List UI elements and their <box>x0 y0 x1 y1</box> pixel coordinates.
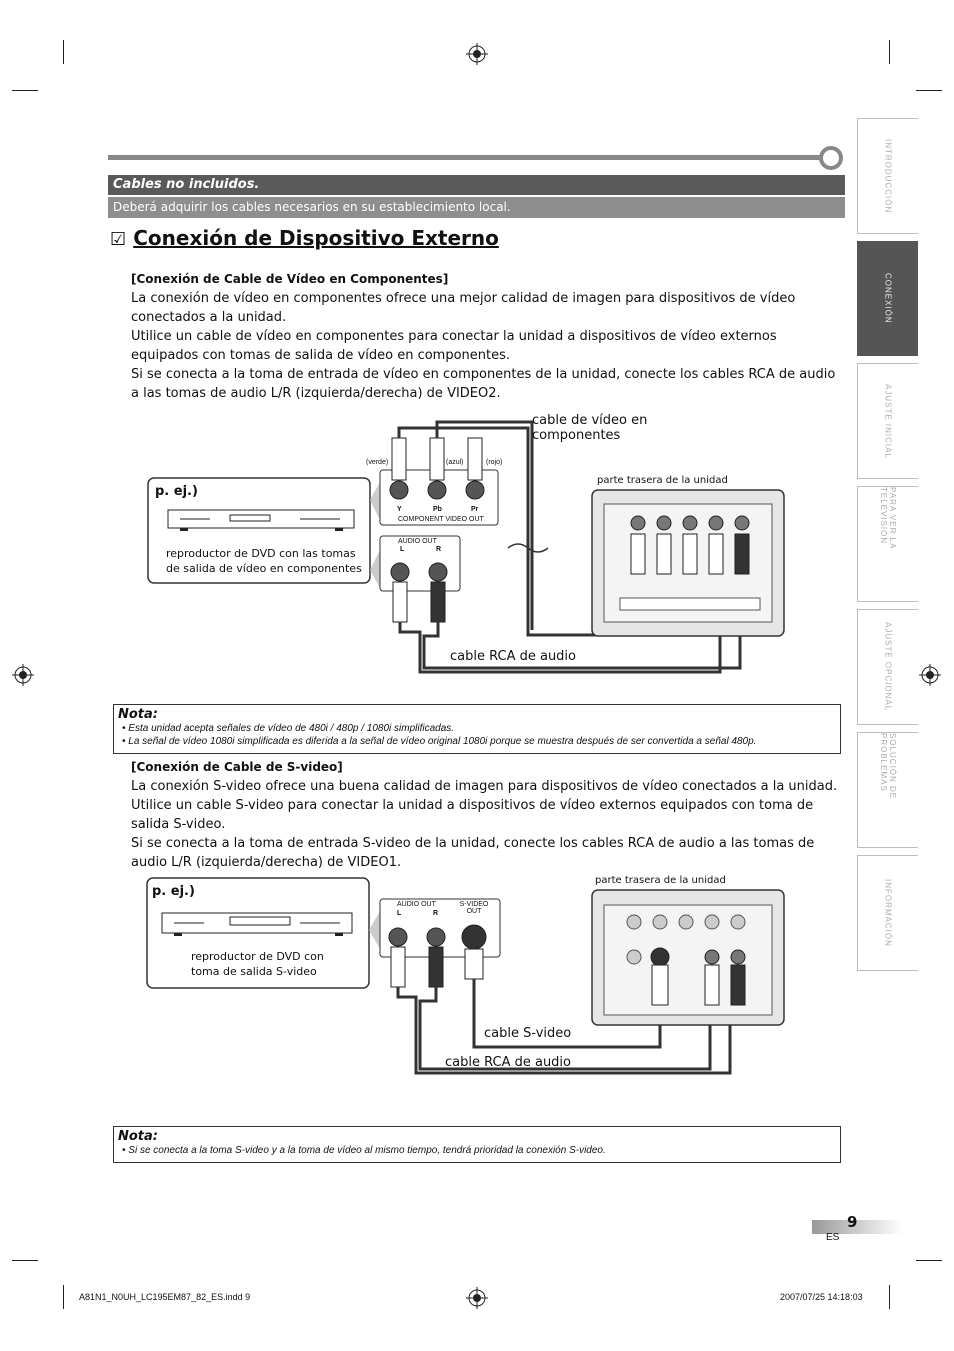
tab-ajuste-opcional[interactable] <box>857 609 918 725</box>
audio-l-label: L <box>397 910 402 917</box>
cables-banner-subtitle: Deberá adquirir los cables necesarios en su establecimiento local. <box>113 200 511 214</box>
audio-out-label: AUDIO OUT <box>398 538 437 545</box>
crop-mark <box>916 1260 942 1261</box>
page-title-row <box>110 226 499 250</box>
nota-box <box>113 704 841 754</box>
cables-banner <box>108 175 845 195</box>
tab-label: AJUSTE INICIAL <box>883 383 893 459</box>
crop-mark <box>12 1260 38 1261</box>
registration-mark-icon <box>466 1287 488 1309</box>
blue-label: (azul) <box>446 459 464 466</box>
audio-r-label: R <box>433 910 439 917</box>
component-heading: [Conexión de Cable de Vídeo en Componentes] <box>131 272 449 286</box>
header-rule <box>108 155 826 160</box>
crop-mark <box>889 40 890 64</box>
crop-mark <box>63 1285 64 1309</box>
tab-solucion[interactable] <box>857 732 918 848</box>
tab-label: SOLUCIÓN DE PROBLEMAS <box>879 733 897 800</box>
registration-mark-icon <box>12 664 34 686</box>
svideo-heading: [Conexión de Cable de S-video] <box>131 760 343 774</box>
rear-unit-label: parte trasera de la unidad <box>597 475 728 486</box>
page-number: 9 <box>847 1213 858 1231</box>
component-cable-label: cable de vídeo en componentes <box>532 413 648 443</box>
example-label: p. ej.) <box>155 484 198 499</box>
tab-label: CONEXIÓN <box>883 273 893 324</box>
tab-label: PARA VER LA TELEVISIÓN <box>879 487 897 549</box>
svideo-paragraph: Si se conecta a la toma de entrada S-video de la unidad, conecte los cables RCA de audio a las tomas de audio L/R (izquierda/derecha) de VIDEO1. <box>131 836 815 870</box>
language-code: ES <box>826 1232 840 1243</box>
tab-conexion[interactable] <box>857 241 918 356</box>
nota-box <box>113 1126 841 1163</box>
cables-banner-title: Cables no incluidos. <box>113 177 260 192</box>
registration-mark-icon <box>466 43 488 65</box>
audio-l-label: L <box>400 546 405 553</box>
audio-out-label: AUDIO OUT <box>397 901 436 908</box>
crop-mark <box>12 90 38 91</box>
cables-subbanner <box>108 197 845 218</box>
component-section <box>131 270 846 403</box>
checkbox-icon: ☑ <box>110 229 127 250</box>
dvd-caption: reproductor de DVD con las tomas de salida de vídeo en componentes <box>166 547 362 575</box>
svideo-out-label: S-VIDEO OUT <box>459 901 489 915</box>
nota-title: Nota: <box>118 707 158 722</box>
green-label: (verde) <box>366 459 389 466</box>
pb-label: Pb <box>433 506 442 513</box>
svideo-cable-label: cable S-video <box>484 1026 572 1041</box>
page-title: Conexión de Dispositivo Externo <box>133 226 499 250</box>
nota-title: Nota: <box>118 1129 158 1144</box>
tab-informacion[interactable] <box>857 855 918 971</box>
audio-cable-label: cable RCA de audio <box>445 1055 572 1070</box>
footer-file-name: A81N1_N0UH_LC195EM87_82_ES.indd 9 <box>79 1292 251 1302</box>
audio-r-label: R <box>436 546 442 553</box>
y-label: Y <box>397 506 402 513</box>
tab-para-ver[interactable] <box>857 486 918 602</box>
svideo-paragraph: Utilice un cable S-video para conectar la unidad a dispositivos de vídeo externos equipados con toma de salida S-video. <box>131 798 814 832</box>
component-paragraph: Si se conecta a la toma de entrada de vídeo en componentes de la unidad, conecte los cables RCA de audio a las tomas de audio L/R (izquierda/derecha) de VIDEO2. <box>131 367 836 401</box>
red-label: (rojo) <box>486 459 503 466</box>
svideo-paragraph: La conexión S-video ofrece una buena calidad de imagen para dispositivos de vídeo conectados a la unidad. <box>131 779 838 794</box>
component-out-label: COMPONENT VIDEO OUT <box>398 516 484 523</box>
dvd-caption: reproductor de DVD con toma de salida S-video <box>191 950 324 978</box>
component-paragraph: Utilice un cable de vídeo en componentes para conectar la unidad a dispositivos de vídeo externos equipados con tomas de salida de vídeo en componentes. <box>131 329 777 363</box>
registration-mark-icon <box>919 664 941 686</box>
header-rule-circle <box>819 146 843 170</box>
audio-cable-label: cable RCA de audio <box>450 649 577 664</box>
tab-label: AJUSTE OPCIONAL <box>883 622 893 712</box>
tab-label: INFORMACIÓN <box>883 879 893 947</box>
crop-mark <box>63 40 64 64</box>
crop-mark <box>889 1285 890 1309</box>
footer-timestamp: 2007/07/25 14:18:03 <box>780 1292 863 1302</box>
nota-item: • Esta unidad acepta señales de vídeo de 480i / 480p / 1080i simplificadas. <box>122 723 455 734</box>
crop-mark <box>916 90 942 91</box>
nota-item: • La señal de vídeo 1080i simplificada es diferida a la señal de vídeo original 1080i porque se muestra después de ser convertida a señal 480p. <box>122 736 757 747</box>
pr-label: Pr <box>471 506 479 513</box>
tab-ajuste-inicial[interactable] <box>857 363 918 479</box>
rear-unit-label: parte trasera de la unidad <box>595 875 726 886</box>
tab-introduccion[interactable] <box>857 118 918 234</box>
tab-label: INTRODUCCIÓN <box>883 138 893 214</box>
nota-item: • Si se conecta a la toma S-video y a la toma de vídeo al mismo tiempo, tendrá prioridad la conexión S-video. <box>122 1145 606 1156</box>
svideo-section <box>131 758 846 872</box>
example-label: p. ej.) <box>152 884 195 899</box>
component-paragraph: La conexión de vídeo en componentes ofrece una mejor calidad de imagen para dispositivos de vídeo conectados a la unidad. <box>131 291 796 325</box>
